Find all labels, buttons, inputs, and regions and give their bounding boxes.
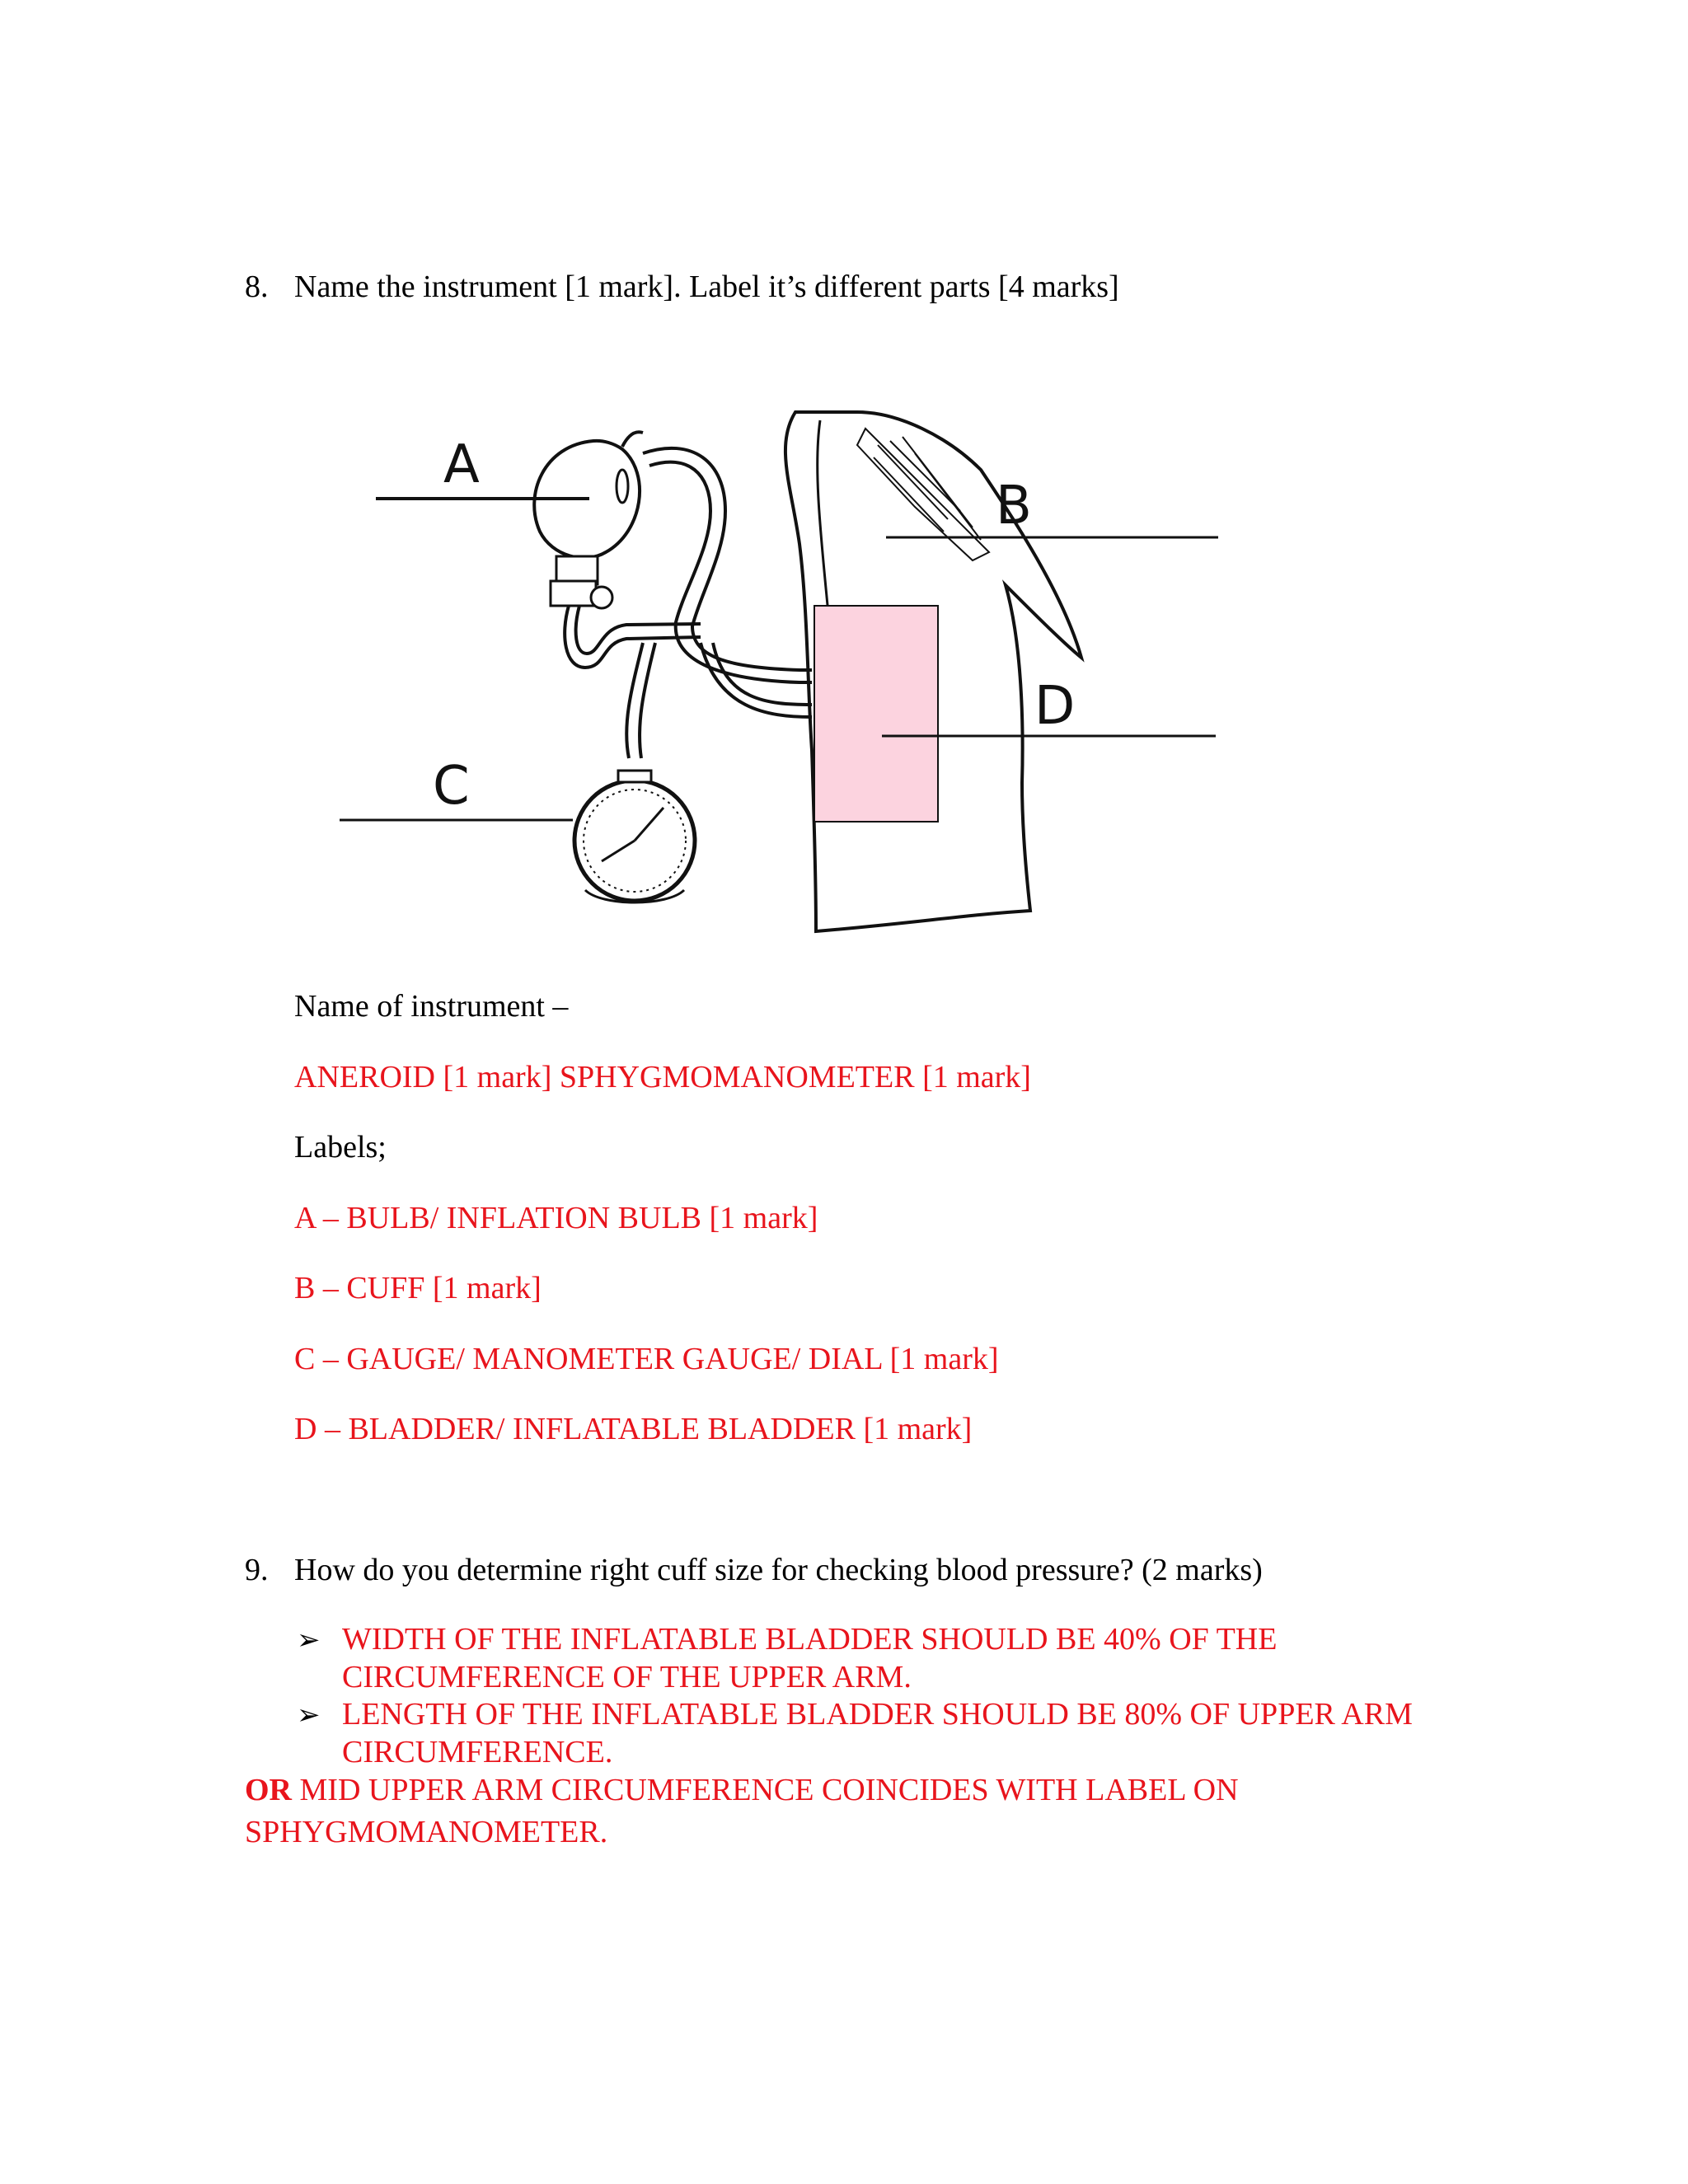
bullet-2-line-2: CIRCUMFERENCE. (342, 1735, 613, 1769)
q9-number: 9. (245, 1553, 269, 1587)
label-answer-a: A – BULB/ INFLATION BULB [1 mark] (294, 1201, 818, 1235)
bullet-2-line-1: LENGTH OF THE INFLATABLE BLADDER SHOULD BE 80% OF UPPER ARM (342, 1697, 1413, 1732)
name-value: ANEROID [1 mark] SPHYGMOMANOMETER [1 mark] (294, 1060, 1031, 1094)
sphygmomanometer-diagram (338, 396, 1245, 940)
q8-number: 8. (245, 269, 269, 304)
inflatable-bladder (814, 606, 938, 822)
or-line-1: MID UPPER ARM CIRCUMFERENCE COINCIDES WITH LABEL ON (292, 1773, 1239, 1807)
or-line-2: SPHYGMOMANOMETER. (245, 1815, 608, 1849)
or-alternative (245, 1771, 1239, 1809)
label-answer-c: C – GAUGE/ MANOMETER GAUGE/ DIAL [1 mark] (294, 1342, 999, 1376)
label-d: D (1034, 676, 1076, 737)
arrow-bullet-icon: ➢ (297, 1625, 321, 1656)
label-b: B (996, 476, 1032, 537)
label-c: C (433, 756, 470, 817)
arrow-bullet-icon: ➢ (297, 1700, 321, 1731)
name-heading: Name of instrument – (294, 989, 569, 1024)
bullet-1-line-1: WIDTH OF THE INFLATABLE BLADDER SHOULD BE 40% OF THE (342, 1622, 1278, 1657)
label-answer-b: B – CUFF [1 mark] (294, 1271, 542, 1305)
label-a: A (443, 434, 480, 495)
q9-question: How do you determine right cuff size for checking blood pressure? (2 marks) (294, 1553, 1263, 1587)
labels-heading: Labels; (294, 1130, 387, 1165)
label-answer-d: D – BLADDER/ INFLATABLE BLADDER [1 mark] (294, 1412, 973, 1446)
q8-question: Name the instrument [1 mark]. Label it’s different parts [4 marks] (294, 269, 1119, 304)
or-word: OR (245, 1773, 292, 1807)
bullet-1-line-2: CIRCUMFERENCE OF THE UPPER ARM. (342, 1660, 912, 1694)
